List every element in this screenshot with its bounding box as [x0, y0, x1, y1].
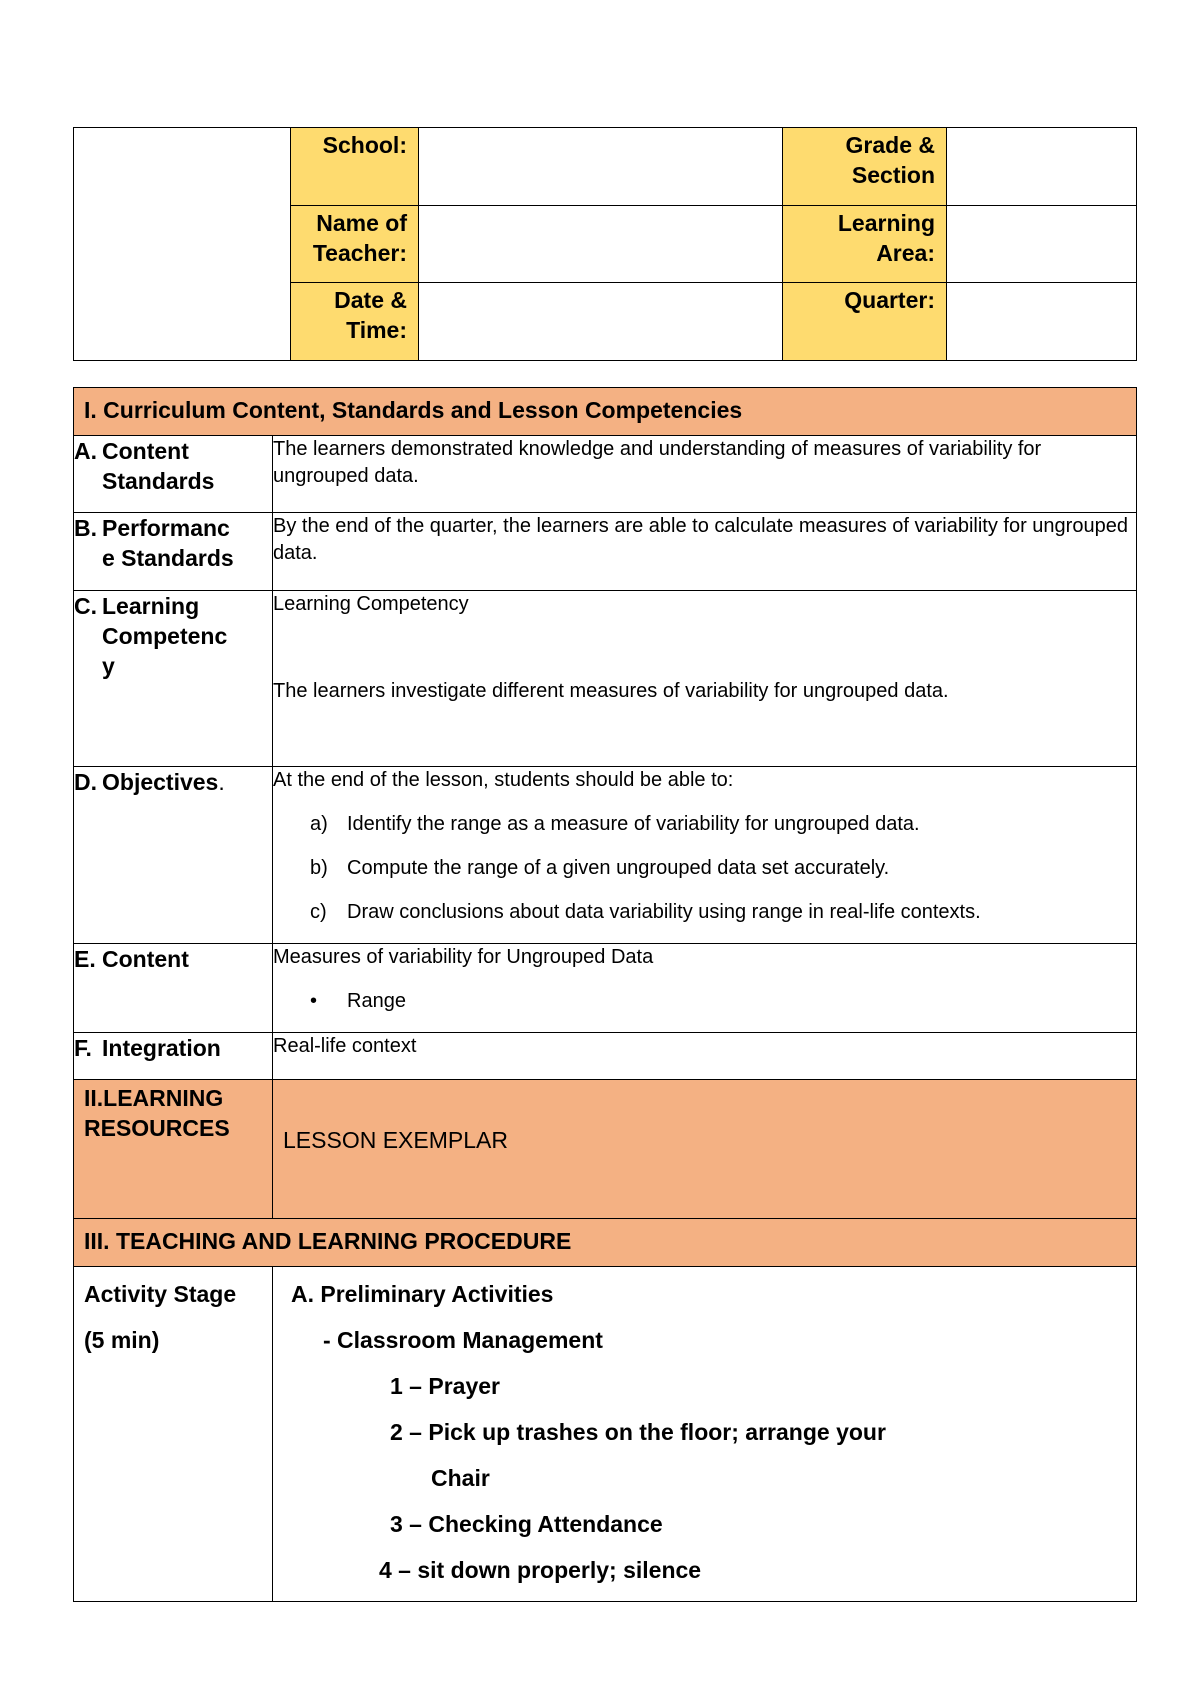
performance-standards-text: By the end of the quarter, the learners are able to calculate measures of variability for ungrouped data.: [273, 513, 1137, 591]
objectives-intro: At the end of the lesson, students should be able to:: [273, 769, 734, 791]
school-field[interactable]: [419, 128, 783, 206]
learning-resources-label: II.LEARNING RESOURCES: [74, 1080, 273, 1219]
stage-name: Activity Stage: [84, 1281, 237, 1307]
lesson-plan-table: [73, 387, 1137, 1602]
logo-area: [74, 128, 291, 361]
objectives-text: [273, 767, 1137, 944]
list-item: • Range: [273, 988, 1136, 1015]
list-item: Chair: [431, 1465, 490, 1491]
section-3-title: III. TEACHING AND LEARNING PROCEDURE: [74, 1219, 1137, 1267]
activity-stage-label: [74, 1267, 273, 1602]
management-title: - Classroom Management: [323, 1327, 603, 1353]
quarter-label: Quarter:: [783, 283, 947, 361]
list-item: b) Compute the range of a given ungrouped data set accurately.: [310, 857, 890, 879]
list-item: 4 – sit down properly; silence: [379, 1557, 702, 1583]
learning-area-field[interactable]: [947, 206, 1137, 283]
learning-area-label: Learning Area:: [783, 206, 947, 283]
learning-competency-text: [273, 591, 1137, 767]
competency-heading: Learning Competency: [273, 593, 469, 615]
content-standards-label: A. Content Standards: [74, 436, 273, 513]
date-time-label: Date & Time:: [291, 283, 419, 361]
grade-section-field[interactable]: [947, 128, 1137, 206]
content-standards-text: The learners demonstrated knowledge and understanding of measures of variability for ungrouped data.: [273, 436, 1137, 513]
content-heading: Measures of variability for Ungrouped Data: [273, 946, 654, 968]
quarter-field[interactable]: [947, 283, 1137, 361]
performance-standards-label: B. Performanc e Standards: [74, 513, 273, 591]
content-text: [273, 944, 1137, 1033]
objectives-list: [273, 811, 1136, 926]
teacher-label: Name of Teacher:: [291, 206, 419, 283]
list-item: 1 – Prayer: [390, 1373, 500, 1399]
list-item: a) Identify the range as a measure of variability for ungrouped data.: [310, 813, 920, 835]
list-item: 2 – Pick up trashes on the floor; arrange your: [390, 1419, 886, 1445]
learning-competency-label: C. Learning Competenc y: [74, 591, 273, 767]
integration-label: F. Integration: [74, 1033, 273, 1080]
activity-stage-content: [273, 1267, 1137, 1602]
learning-resources-text: LESSON EXEMPLAR: [273, 1080, 1137, 1219]
lesson-info-table: [73, 127, 1137, 361]
date-time-field[interactable]: [419, 283, 783, 361]
school-label: School:: [291, 128, 419, 206]
grade-section-label: Grade & Section: [783, 128, 947, 206]
bullet-icon: •: [310, 990, 318, 1012]
teacher-field[interactable]: [419, 206, 783, 283]
stage-time: (5 min): [84, 1327, 160, 1353]
list-item: 3 – Checking Attendance: [390, 1511, 663, 1537]
integration-text: Real-life context: [273, 1033, 1137, 1080]
section-1-title: I. Curriculum Content, Standards and Lesson Competencies: [74, 388, 1137, 436]
activities-title: A. Preliminary Activities: [291, 1281, 554, 1307]
objectives-label: D. Objectives.: [74, 767, 273, 944]
competency-statement: The learners investigate different measures of variability for ungrouped data.: [273, 680, 949, 702]
content-label: E. Content: [74, 944, 273, 1033]
list-item: c) Draw conclusions about data variability using range in real-life contexts.: [310, 901, 981, 923]
